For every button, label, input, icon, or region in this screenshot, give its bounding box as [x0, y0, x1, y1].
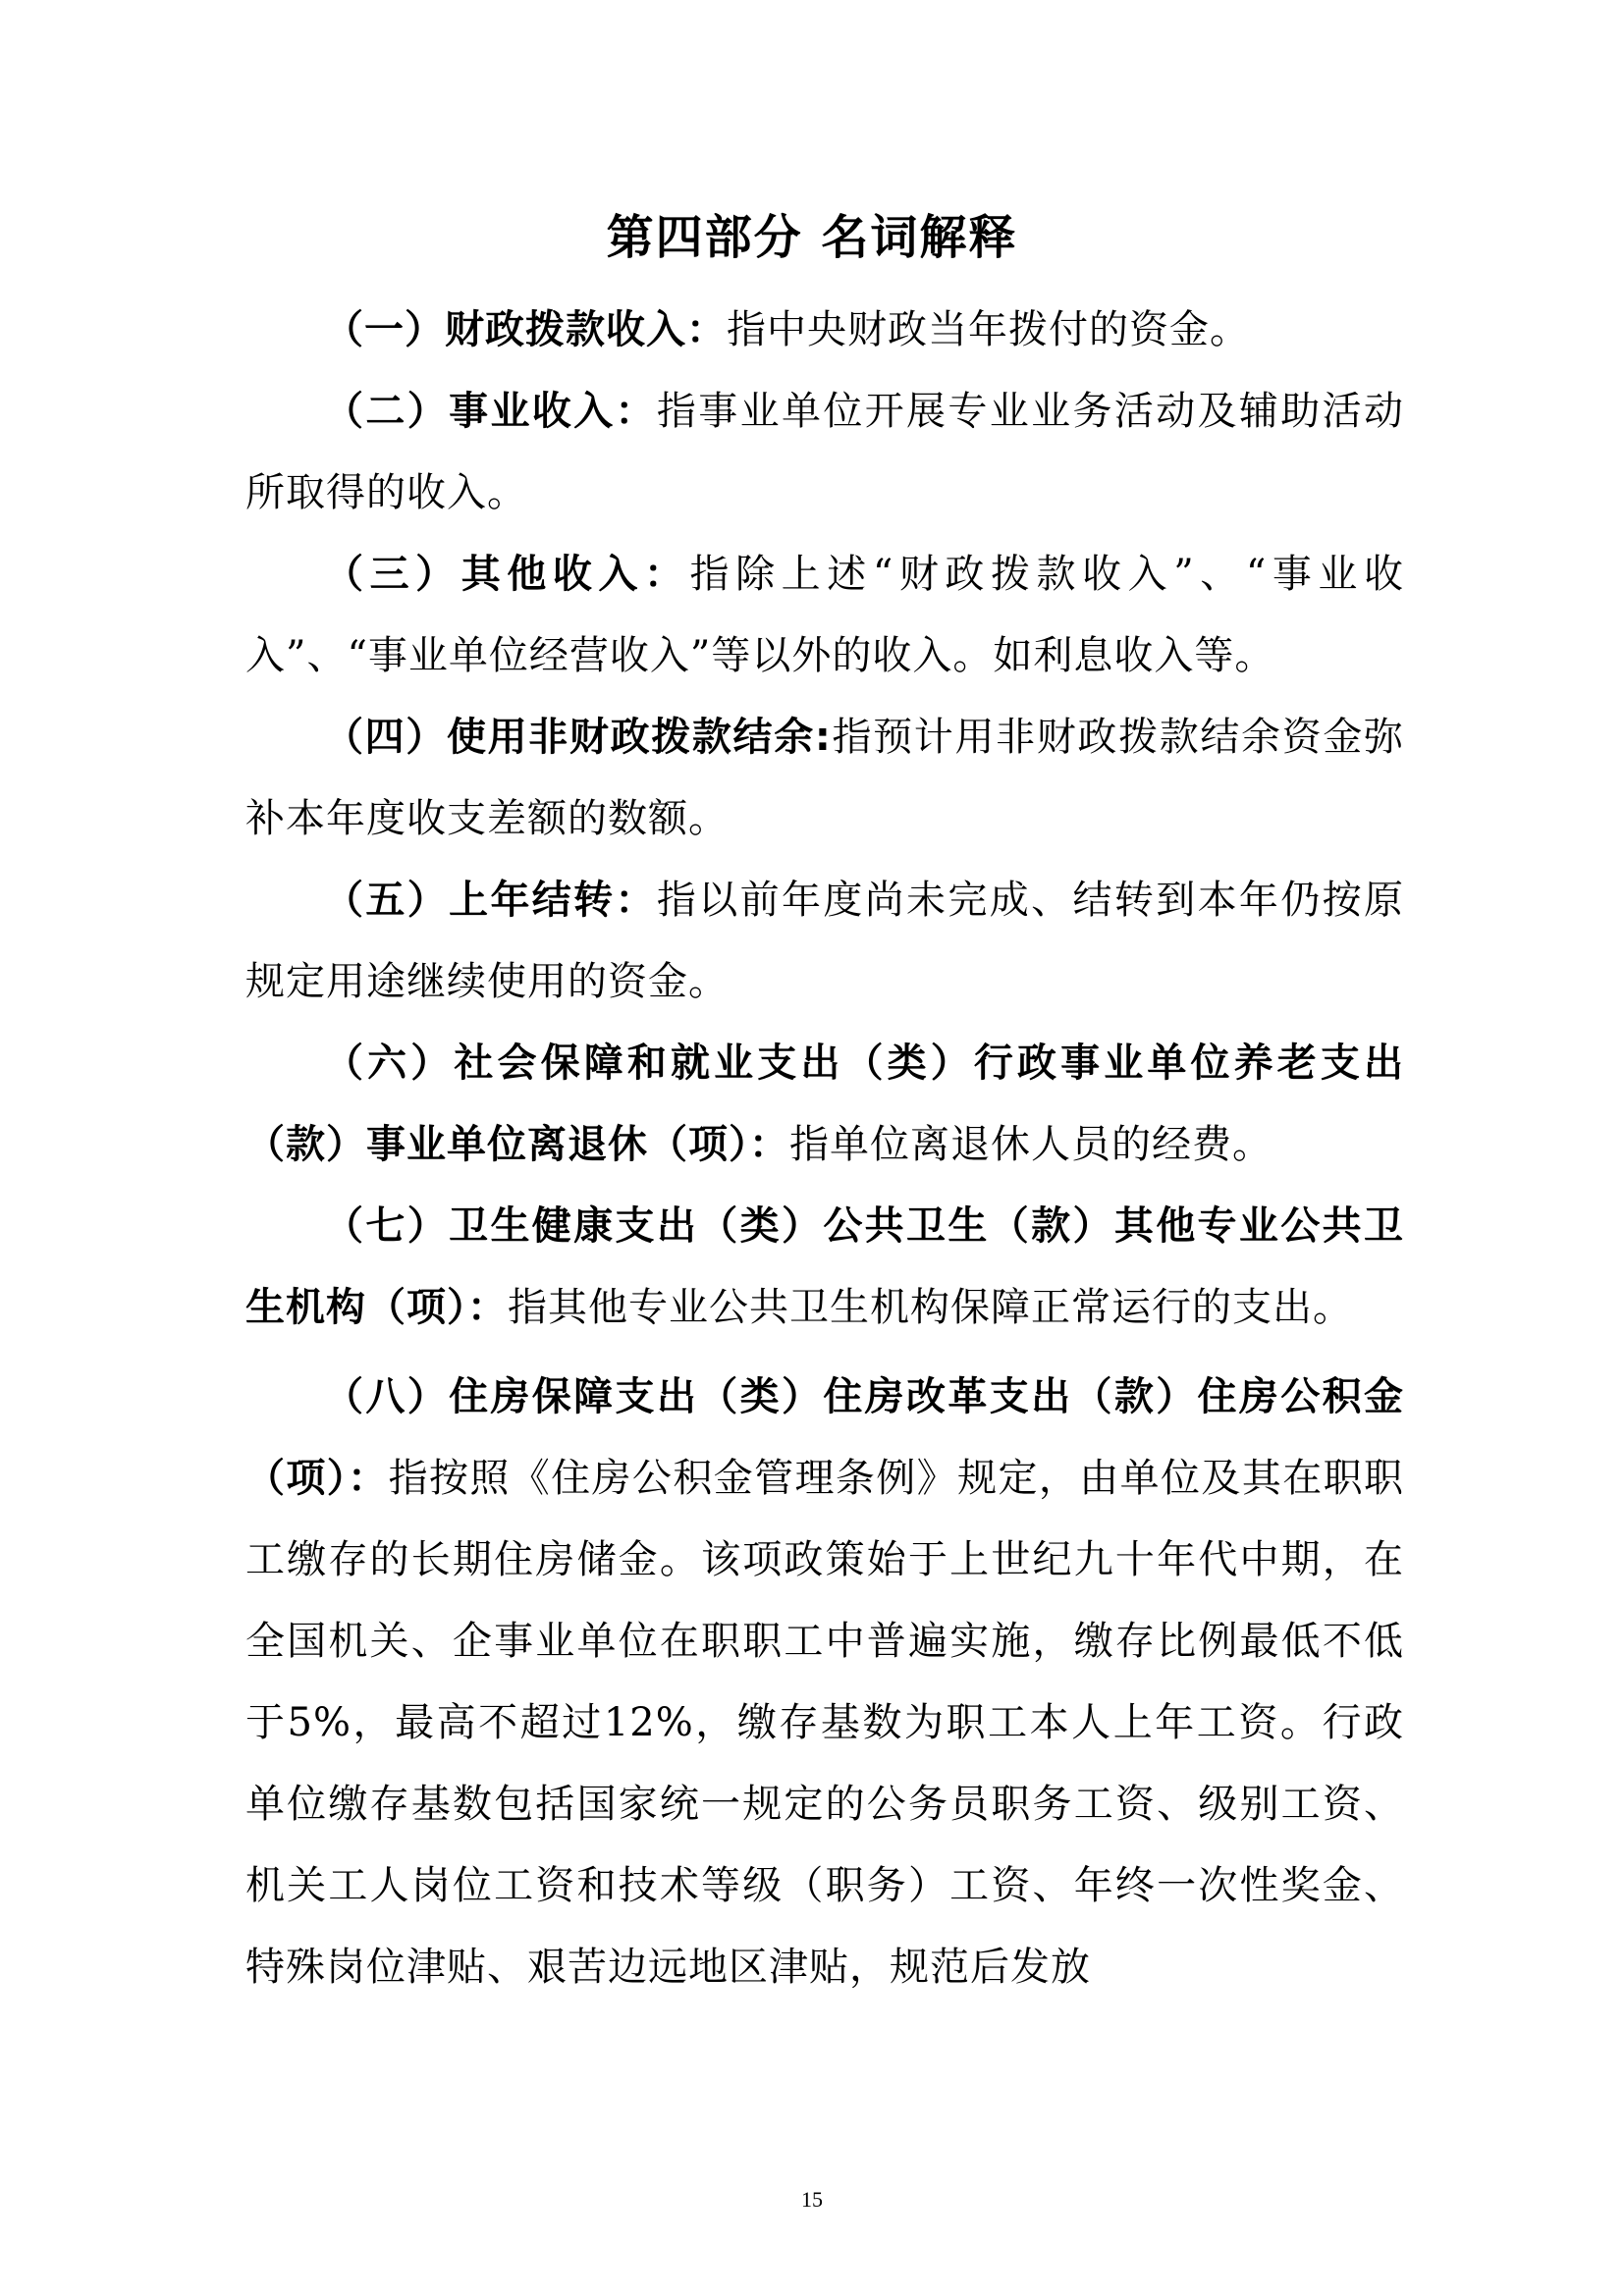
definition-text: 指以前年度尚未完成、结转到本年仍按原规定用途继续使用的资金。: [245, 878, 1405, 1004]
definition-paragraph-2: [245, 371, 1404, 534]
definition-text: 指单位离退休人员的经费。: [789, 1122, 1272, 1167]
definition-text: 指按照《住房公积金管理条例》规定，由单位及其在职职工缴存的长期住房储金。该项政策始于上世纪九十年代中期，在全国机关、企事业单位在职职工中普遍实施，缴存比例最低不低于5%，最高不超过12%，缴存基数为职工本人上年工资。行政单位缴存基数包括国家统一规定的公务员职务工资、级别工资、机关工人岗位工资和技术等级（职务）工资、年终一次性奖金、特殊岗位津贴、艰苦边远地区津贴，规范后发放: [245, 1456, 1405, 1990]
definition-term: （三）其他收入：: [324, 552, 690, 597]
definition-text: 指中央财政当年拨付的资金。: [727, 307, 1250, 352]
page-title: 第四部分 名词解释: [606, 210, 1018, 265]
definition-term: （六）社会保障和就业支出（类）行政事业单位养老支出（款）事业单位离退休（项）：: [245, 1041, 1404, 1167]
document-body: [245, 290, 1404, 2008]
definition-paragraph-4: [245, 697, 1404, 860]
definition-paragraph-7: [245, 1186, 1404, 1349]
definition-text: 指预计用非财政拨款结余资金弥补本年度收支差额的数额。: [245, 715, 1404, 841]
definition-paragraph-6: [245, 1023, 1404, 1186]
definition-paragraph-8: [245, 1357, 1404, 2008]
page-number: 15: [801, 2187, 823, 2212]
definition-term: （二）事业收入：: [324, 389, 657, 434]
definition-term: （八）住房保障支出（类）住房改革支出（款）住房公积金（项）：: [245, 1374, 1404, 1501]
definition-text: 指其他专业公共卫生机构保障正常运行的支出。: [508, 1285, 1353, 1330]
definition-term: （五）上年结转：: [324, 878, 657, 923]
definition-term: （四）使用非财政拨款结余:: [324, 715, 832, 760]
definition-paragraph-3: [245, 534, 1404, 697]
definition-paragraph-1: [245, 290, 1404, 371]
definition-text: 指事业单位开展专业业务活动及辅助活动所取得的收入。: [245, 389, 1405, 515]
definition-term: （一）财政拨款收入：: [324, 307, 727, 352]
definition-text: 指除上述“财政拨款收入”、“事业收入”、“事业单位经营收入”等以外的收入。如利息收入等。: [245, 552, 1404, 678]
definition-term: （七）卫生健康支出（类）公共卫生（款）其他专业公共卫生机构（项）：: [245, 1203, 1404, 1330]
definition-paragraph-5: [245, 860, 1404, 1023]
